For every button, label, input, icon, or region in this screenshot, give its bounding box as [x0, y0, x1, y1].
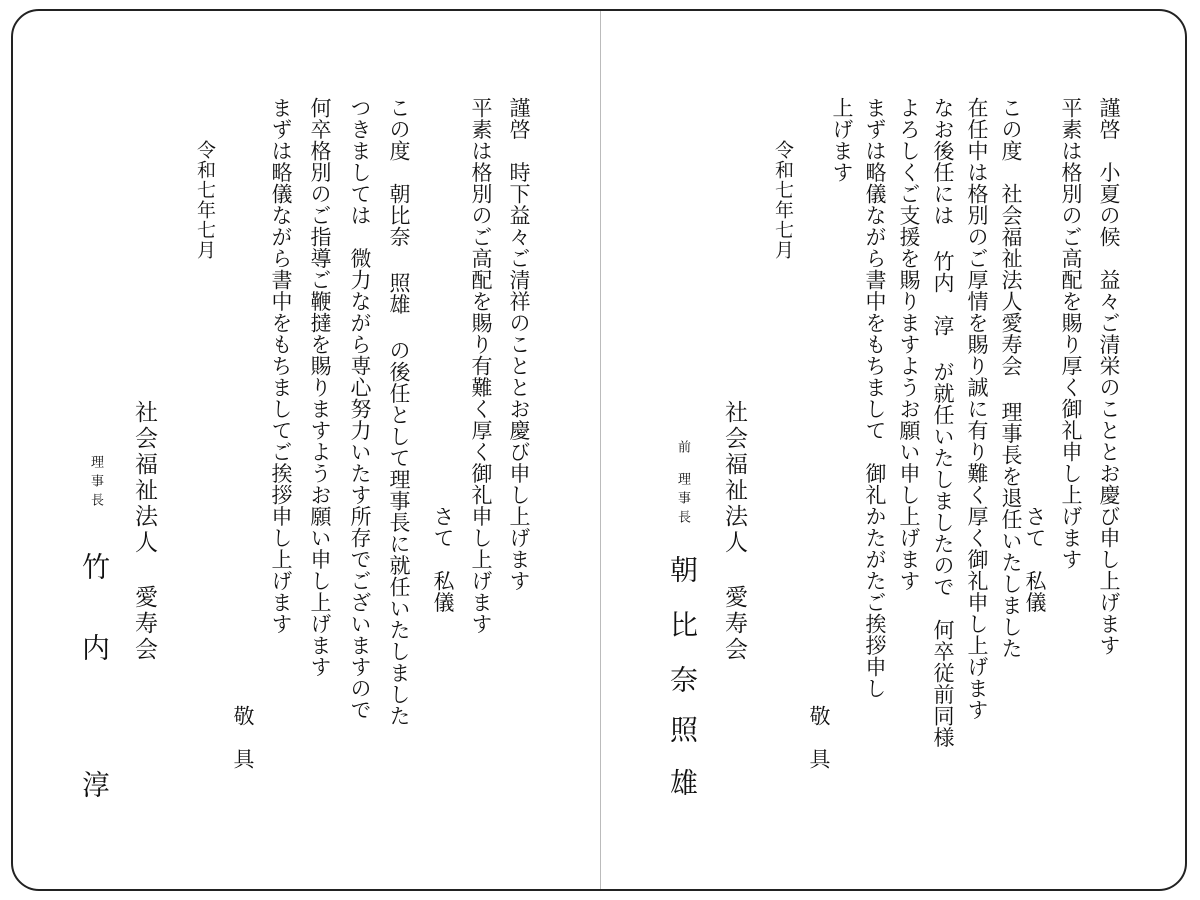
left-line-7: まずは略儀ながら書中をもちましてご挨拶申し上げます	[269, 97, 293, 635]
right-name-3: 奈	[666, 665, 699, 693]
right-org: 社会福祉法人 愛寿会	[721, 400, 747, 663]
left-line-4: この度 朝比奈 照雄 の後任として理事長に就任いたしました	[387, 97, 411, 727]
left-org: 社会福祉法人 愛寿会	[131, 400, 157, 663]
left-name-given-1: 内	[78, 633, 111, 661]
left-line-6: 何卒格別のご指導ご鞭撻を賜りますようお願い申し上げます	[308, 97, 332, 678]
right-line-7: よろしくご支援を賜りますようお願い申し上げます	[897, 97, 921, 592]
right-closing: 敬 具	[807, 705, 831, 770]
right-line-9: 上げます	[830, 97, 854, 183]
right-line-5: 在任中は格別のご厚情を賜り誠に有り難く厚く御礼申し上げます	[965, 97, 989, 721]
left-title: 理事長	[88, 455, 103, 512]
right-name-5: 雄	[666, 768, 699, 796]
right-line-2: 平素は格別のご高配を賜り厚く御礼申し上げます	[1059, 97, 1083, 570]
left-line-5: つきましては 微力ながら専心努力いたす所存でございますので	[348, 97, 372, 721]
left-line-2: 平素は格別のご高配を賜り有難く厚く御礼申し上げます	[469, 97, 493, 635]
right-title: 理事長	[675, 472, 690, 529]
right-line-4: この度 社会福祉法人愛寿会 理事長を退任いたしました	[999, 97, 1023, 659]
left-name-given-2: 淳	[78, 770, 111, 798]
fold-line	[600, 11, 601, 889]
left-line-3: さて 私儀	[431, 97, 455, 613]
left-date: 令和七年七月	[194, 140, 216, 260]
right-name-2: 比	[666, 610, 699, 638]
right-line-3: さて 私儀	[1023, 97, 1047, 613]
right-name-4: 照	[666, 715, 699, 743]
right-name-1: 朝	[666, 555, 699, 583]
right-title-prefix: 前	[675, 440, 690, 459]
right-date: 令和七年七月	[772, 140, 794, 260]
left-line-1: 謹啓 時下益々ご清祥のこととお慶び申し上げます	[507, 97, 531, 592]
left-closing: 敬 具	[231, 705, 255, 770]
right-line-1: 謹啓 小夏の候 益々ご清栄のこととお慶び申し上げます	[1097, 97, 1121, 656]
right-line-8: まずは略儀ながら書中をもちまして 御礼かたがたご挨拶申し	[863, 97, 887, 699]
right-line-6: なお後任には 竹内 淳 が就任いたしましたので 何卒従前同様	[931, 97, 955, 748]
left-name-family: 竹	[78, 552, 111, 580]
